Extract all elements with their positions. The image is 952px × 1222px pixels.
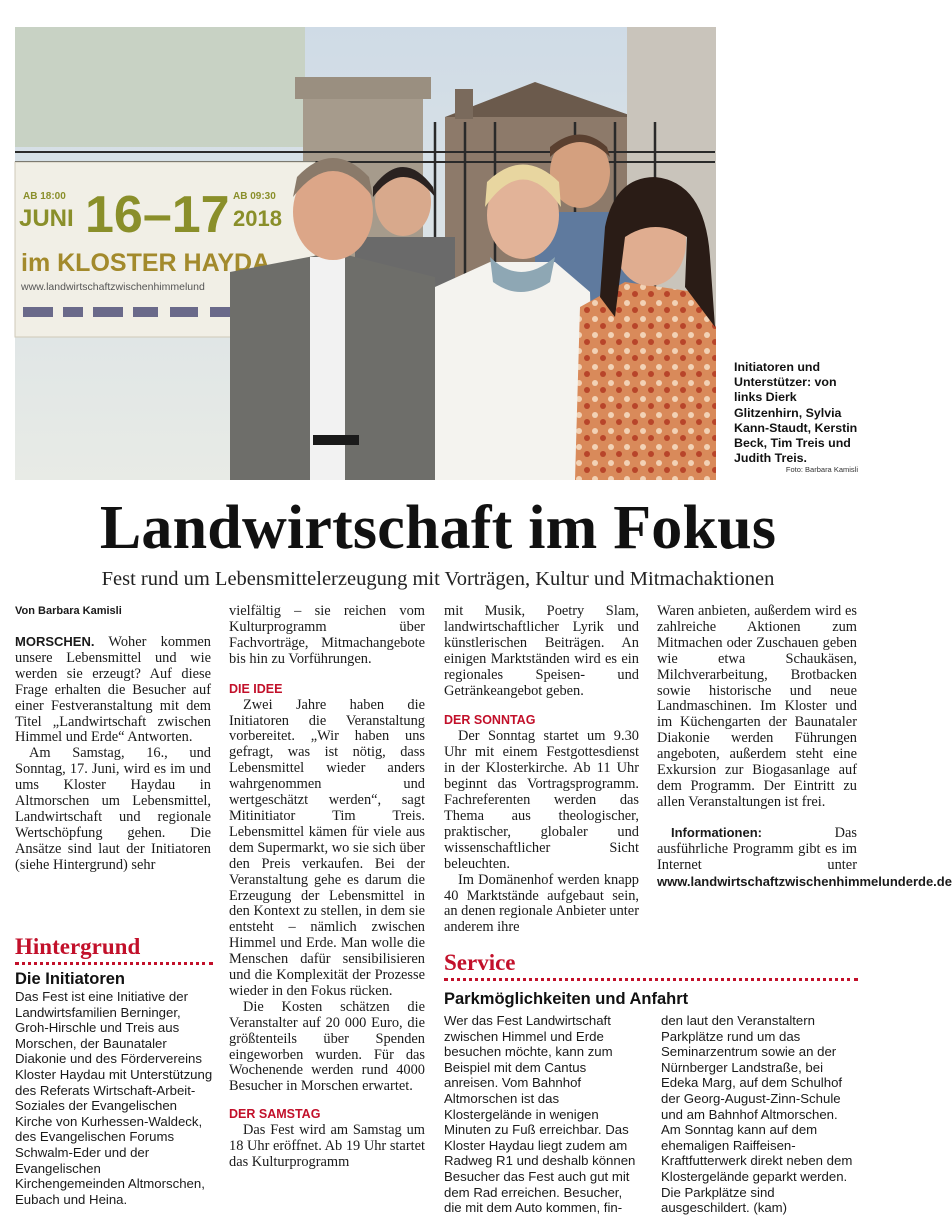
subheading-samstag: DER SAMSTAG bbox=[229, 1107, 321, 1122]
hintergrund-subtitle: Die Initiatoren bbox=[15, 970, 126, 988]
article-column-1 bbox=[15, 604, 211, 874]
subheading-idee: DIE IDEE bbox=[229, 681, 283, 696]
subheading-sonntag: DER SONNTAG bbox=[444, 713, 536, 728]
banner-year: 2018 bbox=[233, 206, 282, 231]
article-paragraph: Im Domänenhof werden knapp 40 Marktstände aufgebaut sein, an denen regionale Anbieter unter anderem ihre bbox=[444, 871, 639, 936]
service-text-col-1: Wer das Fest Landwirtschaft zwischen Himmel und Erde besuchen möchte, kann zum Beispiel mit dem Cantus anreisen. Vom Bahnhof Altmorschen ist das Klostergelände in wenigen Minuten zu Fuß erreichbar. Das Kloster Haydau liegt zudem am Radweg R1 und deshalb können Besucher das Fest auch gut mit dem Rad erreichen. Besucher, die mit dem Auto kommen, fin- bbox=[444, 1013, 636, 1216]
service-box bbox=[444, 950, 858, 1009]
hintergrund-text: Das Fest ist eine Initiative der Landwirtsfamilien Berninger, Groh-Hirschle und Treis aus Morschen, der Baunataler Diakonie und des Fördervereins Kloster Haydau mit Unterstützung des Referats Wirtschaft-Arbeit-Soziales der Evangelischen Kirche von Kurhessen-Waldeck, des Evangelischen Forums Schwalm-Eder und der Evangelischen Kirchengemeinden Altmorschen, Eubach und Heina. bbox=[15, 989, 213, 1207]
article-paragraph: MORSCHEN. Woher kommen unsere Lebensmittel und wie werden sie erzeugt? Auf diese Frage erhalten die Besucher auf einer Festveranstaltung mit dem Titel „Landwirtschaft zwischen Himmel und Erde“ Antworten. bbox=[15, 634, 211, 746]
photo-credit: Foto: Barbara Kamisli bbox=[785, 465, 858, 474]
article-column-4 bbox=[657, 603, 952, 890]
article-column-2 bbox=[229, 604, 425, 1171]
article-photo bbox=[15, 27, 716, 480]
banner-venue: im KLOSTER HAYDA bbox=[21, 249, 271, 277]
article-paragraph: vielfältig – sie reichen vom Kulturprogramm über Fachvorträge, Mitmachangebote bis hin zu Vorführungen. bbox=[229, 603, 425, 667]
banner-month: JUNI bbox=[19, 205, 74, 232]
article-paragraph: Zwei Jahre haben die Initiatoren die Veranstaltung vorbereitet. „Wir haben uns gefragt, was ist nötig, dass Lebensmittel wieder anders wahrgenommen und wertgeschätzt werden“, sagt Mitinitiator Tim Treis. Lebensmittel kämen für viele aus dem Supermarkt, wo sie sich über den Preis verkaufen. Bei der Veranstaltung gehe es darum die Erzeugung der Lebensmittel in den Kontext zu stellen, in dem sie entsteht – nämlich zwischen Himmel und Erde. Man wolle die Menschen dafür sensibilisieren und die Komplexität der Prozesse wieder in den Fokus rücken. bbox=[229, 696, 425, 999]
article-paragraph: Waren anbieten, außerdem wird es zahlreiche Aktionen zum Mitmachen oder Zuschauen geben wie etwa Schaukäsen, Milchverarbeitung, Brotbacken sowie historische und neue Landmaschinen. Im Kloster und im Küchengarten der Baunataler Diakonie werden Führungen angeboten, außerdem steht eine Exkursion zur Biogasanlage auf dem Programm. Der Eintritt zu allen Veranstaltungen ist frei. bbox=[657, 603, 857, 810]
banner-date: 16–17 bbox=[85, 186, 230, 244]
banner-time-right: AB 09:30 bbox=[233, 191, 276, 202]
photo-caption: Initiatoren und Unterstützer: von links Dierk Glitzenhirn, Sylvia Kann-Staudt, Kerstin Beck, Tim Treis und Judith Treis. bbox=[734, 360, 858, 466]
byline: Von Barbara Kamisli bbox=[15, 605, 122, 617]
article-column-3 bbox=[444, 604, 639, 936]
hintergrund-box bbox=[15, 934, 213, 1207]
article-paragraph: Das Fest wird am Samstag um 18 Uhr eröffnet. Ab 19 Uhr startet das Kulturprogramm bbox=[229, 1122, 425, 1171]
info-label: Informationen: bbox=[671, 824, 762, 840]
subheadline: Fest rund um Lebensmittelerzeugung mit Vorträgen, Kultur und Mitmachaktionen bbox=[101, 568, 775, 590]
dateline: MORSCHEN. bbox=[15, 634, 95, 649]
service-subtitle: Parkmöglichkeiten und Anfahrt bbox=[444, 990, 689, 1008]
banner-time-left: AB 18:00 bbox=[23, 191, 66, 202]
headline: Landwirtschaft im Fokus bbox=[99, 494, 777, 562]
dotted-divider bbox=[15, 962, 213, 965]
info-paragraph: Informationen: Das ausführliche Programm gibt es im Internet unter www.landwirtschaftzwischenhimmelunderde.de bbox=[657, 824, 952, 889]
article-paragraph: Der Sonntag startet um 9.30 Uhr mit einem Festgottesdienst in der Klosterkirche. Ab 11 Uhr beginnt das Vortragsprogramm. Fachreferenten werden das Thema aus theologischer, praktischer, globaler und wissenschaftlicher Sicht beleuchten. bbox=[444, 728, 639, 872]
hintergrund-title: Hintergrund bbox=[15, 934, 141, 959]
dotted-divider bbox=[444, 978, 858, 981]
banner-url: www.landwirtschaftzwischenhimmelund bbox=[21, 281, 205, 293]
article-paragraph: Die Kosten schätzen die Veranstalter auf 20 000 Euro, die größtenteils über Spenden eingeworben wurden. Für das Wochenende werden rund 4000 Besucher in Morschen erwartet. bbox=[229, 998, 425, 1095]
info-link[interactable]: www.landwirtschaftzwischenhimmelunderde.de bbox=[657, 873, 952, 889]
service-text-col-2: den laut den Veranstaltern Parkplätze rund um das Seminarzentrum sowie an der Nürnberger Landstraße, bei Edeka Marg, auf dem Schulhof der Georg-August-Zinn-Schule und am Bahnhof Altmorschen. Am Sonntag kann auf dem ehemaligen Raiffeisen-Kraftfutterwerk direkt neben dem Klostergelände geparkt werden. Die Parkplätze sind ausgeschildert. (kam) bbox=[661, 1013, 853, 1216]
service-title: Service bbox=[444, 950, 516, 975]
article-paragraph: Am Samstag, 16., und Sonntag, 17. Juni, wird es im und ums Kloster Haydau in Altmorschen um Lebensmittel, Landwirtschaft und regionale Wertschöpfung gehen. Die Ansätze sind laut der Initiatoren (siehe Hintergrund) sehr bbox=[15, 745, 211, 873]
article-paragraph: mit Musik, Poetry Slam, landwirtschaftlicher Lyrik und künstlerischen Beiträgen. An einigen Marktständen wird es ein regionales Speisen- und Getränkeangebot geben. bbox=[444, 603, 639, 699]
